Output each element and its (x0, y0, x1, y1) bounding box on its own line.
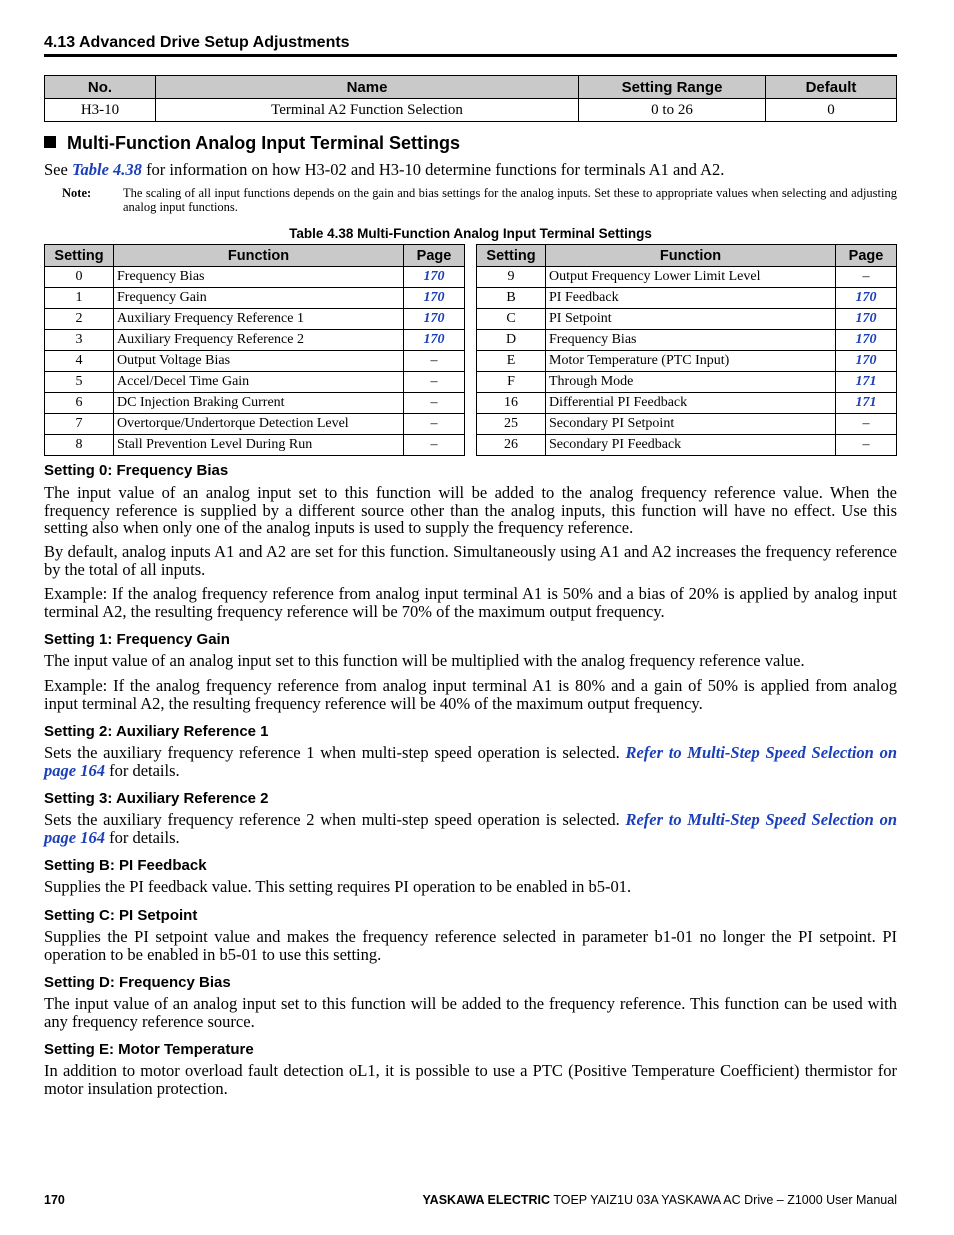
function-cell: Accel/Decel Time Gain (114, 372, 404, 393)
setting-cell: 3 (45, 330, 114, 351)
setting-2-tail: for details. (109, 760, 180, 780)
page-cell: – (836, 414, 897, 435)
setting-0-paragraph-1: The input value of an analog input set to this function will be added to the analog frequency reference value. When the frequency reference is supplied by a different source other than the analog inputs, this function will have no effect. Use this setting also when only one of the analog inputs is used to supply the frequency reference. (44, 483, 897, 537)
table-row (45, 267, 465, 288)
setting-cell: B (477, 288, 546, 309)
intro-paragraph (44, 161, 897, 179)
table-row (45, 309, 465, 330)
table-row (45, 435, 465, 456)
setting-cell: 16 (477, 393, 546, 414)
page-cell: – (404, 372, 465, 393)
col-header-function: Function (546, 245, 836, 267)
function-cell: Auxiliary Frequency Reference 2 (114, 330, 404, 351)
page-cell[interactable]: 170 (404, 288, 465, 309)
page-cell: – (836, 267, 897, 288)
page-cell[interactable]: 170 (836, 288, 897, 309)
function-cell: Output Voltage Bias (114, 351, 404, 372)
setting-0-paragraph-3: Example: If the analog frequency reference from analog input terminal A1 is 50% and a bias of 20% is applied by analog input terminal A2, the resulting frequency reference will be 70% of the maximum output frequency. (44, 584, 897, 621)
function-cell: Through Mode (546, 372, 836, 393)
setting-1-paragraph-2: Example: If the analog frequency reference from analog input terminal A1 is 80% and a gain of 50% is applied from analog input terminal A2, the resulting frequency reference will be 40% of the maximum output frequency. (44, 676, 897, 713)
page-header (44, 34, 897, 57)
setting-e-heading: Setting E: Motor Temperature (44, 1041, 254, 1058)
setting-c-heading: Setting C: PI Setpoint (44, 907, 198, 924)
setting-cell: 8 (45, 435, 114, 456)
function-cell: Motor Temperature (PTC Input) (546, 351, 836, 372)
function-cell: Overtorque/Undertorque Detection Level (114, 414, 404, 435)
page-cell[interactable]: 170 (404, 330, 465, 351)
table-row (477, 330, 897, 351)
param-name: Terminal A2 Function Selection (156, 99, 579, 122)
col-header-setting: Setting (477, 245, 546, 267)
function-cell: Frequency Gain (114, 288, 404, 309)
param-no: H3-10 (45, 99, 156, 122)
setting-cell: 0 (45, 267, 114, 288)
setting-cell: 6 (45, 393, 114, 414)
function-cell: Frequency Bias (546, 330, 836, 351)
table-row (45, 414, 465, 435)
param-default: 0 (766, 99, 897, 122)
col-header-setting: Setting (45, 245, 114, 267)
function-cell: DC Injection Braking Current (114, 393, 404, 414)
setting-2-heading: Setting 2: Auxiliary Reference 1 (44, 723, 269, 740)
setting-e-paragraph: In addition to motor overload fault detection oL1, it is possible to use a PTC (Positive Temperature Coefficient) thermistor for motor insulation protection. (44, 1061, 897, 1098)
setting-cell: 7 (45, 414, 114, 435)
function-cell: PI Feedback (546, 288, 836, 309)
parameter-table (44, 75, 897, 122)
setting-2-paragraph (44, 744, 897, 779)
setting-2-text: Sets the auxiliary frequency reference 1 when multi-step speed operation is selected. (44, 743, 620, 762)
page-number: 170 (44, 1193, 65, 1207)
setting-d-heading: Setting D: Frequency Bias (44, 974, 231, 991)
setting-cell: 2 (45, 309, 114, 330)
function-cell: Stall Prevention Level During Run (114, 435, 404, 456)
intro-see: See (44, 160, 68, 179)
page-cell: – (404, 351, 465, 372)
table-row (45, 330, 465, 351)
col-header-no: No. (45, 76, 156, 99)
col-header-range: Setting Range (579, 76, 766, 99)
multi-step-link[interactable]: Refer to Multi-Step Speed Selection on page 164 (44, 743, 897, 780)
setting-cell: F (477, 372, 546, 393)
table-row (477, 372, 897, 393)
setting-1-heading: Setting 1: Frequency Gain (44, 631, 230, 648)
note-text: The scaling of all input functions depends on the gain and bias settings for the analog inputs. Set these to appropriate values when selecting and adjusting analog input functions. (123, 186, 897, 214)
table-row (45, 99, 897, 122)
setting-cell: 9 (477, 267, 546, 288)
brand-name: YASKAWA ELECTRIC (422, 1193, 551, 1207)
setting-0-paragraph-2: By default, analog inputs A1 and A2 are set for this function. Simultaneously using A1 and A2 increases the frequency reference by the total of all inputs. (44, 542, 897, 579)
setting-b-paragraph: Supplies the PI feedback value. This setting requires PI operation to be enabled in b5-01. (44, 877, 632, 896)
page-cell: – (404, 414, 465, 435)
section-header-title: 4.13 Advanced Drive Setup Adjustments (44, 34, 350, 51)
note-block (62, 186, 897, 214)
table-row (477, 288, 897, 309)
table-row (45, 372, 465, 393)
setting-cell: E (477, 351, 546, 372)
setting-1-paragraph-1: The input value of an analog input set to this function will be multiplied with the analog frequency reference value. (44, 651, 805, 670)
page-cell[interactable]: 171 (836, 372, 897, 393)
table-caption: Table 4.38 Multi-Function Analog Input Terminal Settings (289, 226, 652, 241)
page-cell[interactable]: 170 (404, 267, 465, 288)
section-title: Multi-Function Analog Input Terminal Settings (67, 133, 460, 153)
setting-0-heading: Setting 0: Frequency Bias (44, 462, 229, 479)
page-cell[interactable]: 170 (836, 309, 897, 330)
table-row (45, 351, 465, 372)
col-header-name: Name (156, 76, 579, 99)
page-cell: – (836, 435, 897, 456)
function-table-left (44, 244, 465, 456)
table-row (477, 414, 897, 435)
intro-rest: for information on how H3-02 and H3-10 determine functions for terminals A1 and A2. (146, 160, 725, 179)
manual-title (422, 1193, 897, 1207)
square-bullet-icon (44, 136, 56, 148)
col-header-default: Default (766, 76, 897, 99)
note-label: Note: (62, 186, 92, 200)
setting-d-paragraph: The input value of an analog input set to this function will be added to the frequency reference. This function can be used with any frequency reference source. (44, 994, 897, 1031)
table-row (477, 435, 897, 456)
table-row (477, 351, 897, 372)
page-cell[interactable]: 170 (836, 351, 897, 372)
setting-3-heading: Setting 3: Auxiliary Reference 2 (44, 790, 269, 807)
function-cell: Auxiliary Frequency Reference 1 (114, 309, 404, 330)
manual-name: TOEP YAIZ1U 03A YASKAWA AC Drive – Z1000 User Manual (553, 1193, 897, 1207)
setting-cell: 26 (477, 435, 546, 456)
setting-cell: 5 (45, 372, 114, 393)
function-cell: Secondary PI Setpoint (546, 414, 836, 435)
multi-step-link[interactable]: Refer to Multi-Step Speed Selection on page 164 (44, 810, 897, 847)
param-range: 0 to 26 (579, 99, 766, 122)
setting-3-paragraph (44, 811, 897, 846)
function-cell: PI Setpoint (546, 309, 836, 330)
function-table-right (476, 244, 897, 456)
setting-cell: 25 (477, 414, 546, 435)
table-row (45, 393, 465, 414)
table-row (477, 309, 897, 330)
setting-3-tail: for details. (109, 827, 180, 847)
header-rule (44, 54, 897, 57)
col-header-page: Page (404, 245, 465, 267)
col-header-page: Page (836, 245, 897, 267)
col-header-function: Function (114, 245, 404, 267)
setting-cell: 4 (45, 351, 114, 372)
function-cell: Frequency Bias (114, 267, 404, 288)
page-cell: – (404, 393, 465, 414)
function-cell: Secondary PI Feedback (546, 435, 836, 456)
table-row (477, 393, 897, 414)
setting-3-text: Sets the auxiliary frequency reference 2 when multi-step speed operation is selected. (44, 810, 620, 829)
table-row (477, 267, 897, 288)
setting-b-heading: Setting B: PI Feedback (44, 857, 207, 874)
page-cell[interactable]: 171 (836, 393, 897, 414)
page-cell[interactable]: 170 (836, 330, 897, 351)
table-row (45, 288, 465, 309)
setting-cell: C (477, 309, 546, 330)
setting-cell: 1 (45, 288, 114, 309)
page-cell: – (404, 435, 465, 456)
function-cell: Output Frequency Lower Limit Level (546, 267, 836, 288)
setting-cell: D (477, 330, 546, 351)
table-link[interactable]: Table 4.38 (71, 160, 142, 179)
setting-c-paragraph: Supplies the PI setpoint value and makes the frequency reference selected in parameter b1-01 no longer the PI setpoint. PI operation to be enabled in b5-01 to use this setting. (44, 927, 897, 964)
section-heading (44, 133, 460, 153)
page-cell[interactable]: 170 (404, 309, 465, 330)
function-cell: Differential PI Feedback (546, 393, 836, 414)
